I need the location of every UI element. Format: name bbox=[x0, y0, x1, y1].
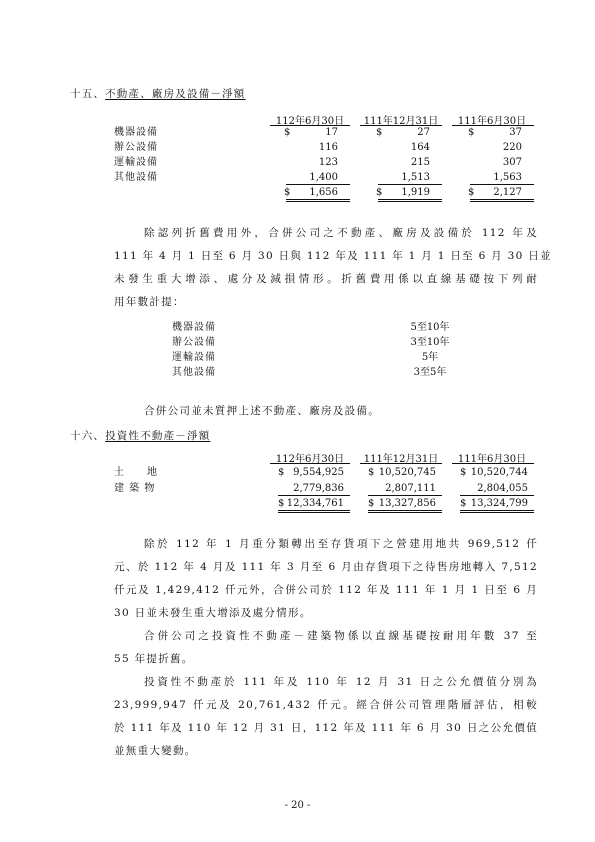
ip-subtotal-line-2 bbox=[368, 495, 442, 496]
ip-value: 2,804,055 bbox=[477, 483, 528, 494]
ip-header-underline-1 bbox=[270, 463, 350, 464]
ip-col-header-1: 112年6月30日 bbox=[275, 454, 345, 465]
paragraph-line: 於 111 年及 110 年 12 月 31 日，112 年及 111 年 6 月 30 日之公允價值 bbox=[114, 722, 538, 734]
ppe-row-label: 機器設備 bbox=[114, 127, 158, 138]
ip-value: 9,554,925 bbox=[293, 467, 344, 478]
useful-life-years: 3至10年 bbox=[410, 337, 450, 348]
paragraph-line: 元、於 112 年 4 月及 111 年 3 月至 6 月由存貨項下之待售房地轉入 7,512 bbox=[114, 561, 538, 573]
ip-total-double-line-3 bbox=[460, 510, 534, 513]
paragraph-line: 投資性不動產於 111 年及 110 年 12 月 31 日之公允價值分別為 bbox=[144, 676, 538, 688]
ip-value: 10,520,745 bbox=[378, 467, 436, 478]
currency-symbol: $ bbox=[468, 187, 475, 198]
currency-symbol: $ bbox=[278, 498, 285, 509]
currency-symbol: $ bbox=[368, 498, 375, 509]
ip-header-underline-3 bbox=[452, 463, 534, 464]
ip-paragraph-1 bbox=[114, 533, 538, 625]
pledge-note: 合併公司並未質押上述不動產、廠房及設備。 bbox=[144, 405, 380, 417]
paragraph-line: 除認列折舊費用外，合併公司之不動產、廠房及設備於 112 年及 bbox=[144, 227, 538, 239]
currency-symbol: $ bbox=[460, 467, 467, 478]
useful-life-item: 運輸設備 bbox=[172, 352, 216, 363]
currency-symbol: $ bbox=[468, 127, 475, 138]
currency-symbol: $ bbox=[376, 127, 383, 138]
paragraph-line: 用年數計提： bbox=[114, 296, 185, 308]
ppe-value: 1,563 bbox=[493, 172, 522, 183]
currency-symbol: $ bbox=[278, 467, 285, 478]
ip-col-header-2: 111年12月31日 bbox=[363, 454, 439, 465]
ip-total-value: 13,324,799 bbox=[470, 498, 528, 509]
ppe-value: 164 bbox=[410, 142, 430, 153]
ppe-value: 215 bbox=[410, 157, 430, 168]
paragraph-line: 除於 112 年 1 月重分類轉出至存貨項下之營建用地共 969,512 仟 bbox=[144, 538, 538, 550]
section-16-number: 十六、 bbox=[70, 430, 106, 442]
ip-total-value: 13,327,856 bbox=[378, 498, 436, 509]
paragraph-line: 55 年提折舊。 bbox=[114, 653, 194, 665]
ip-subtotal-line-3 bbox=[460, 495, 534, 496]
ppe-total-value: 1,919 bbox=[401, 187, 430, 198]
ip-row-buildings bbox=[0, 482, 595, 496]
ip-header-underline-2 bbox=[360, 463, 442, 464]
paragraph-line: 仟元及 1,429,412 仟元外，合併公司於 112 年及 111 年 1 月 1 日至 6 月 bbox=[114, 584, 538, 596]
ip-paragraph-3 bbox=[114, 671, 538, 763]
ip-value: 10,520,744 bbox=[470, 467, 528, 478]
useful-life-years: 3至5年 bbox=[413, 367, 447, 378]
currency-symbol: $ bbox=[284, 187, 291, 198]
ip-col-header-3: 111年6月30日 bbox=[457, 454, 527, 465]
ip-total-value: 12,334,761 bbox=[286, 498, 344, 509]
paragraph-line: 30 日並未發生重大增添及處分情形。 bbox=[114, 607, 312, 619]
ip-row-label: 建 築 物 bbox=[114, 483, 156, 494]
ppe-value: 220 bbox=[502, 142, 522, 153]
ip-row-land bbox=[0, 466, 595, 480]
ip-total-double-line-2 bbox=[368, 510, 442, 513]
page-number: - 20 - bbox=[284, 800, 311, 811]
ppe-row-label: 其他設備 bbox=[114, 172, 158, 183]
ppe-value: 116 bbox=[318, 142, 338, 153]
ppe-total-value: 1,656 bbox=[309, 187, 338, 198]
ppe-col-header-2: 111年12月31日 bbox=[363, 116, 439, 127]
currency-symbol: $ bbox=[460, 498, 467, 509]
currency-symbol: $ bbox=[284, 127, 291, 138]
paragraph-line: 23,999,947 仟元及 20,761,432 仟元。經合併公司管理階層評估，相較 bbox=[114, 699, 538, 711]
useful-life-item: 機器設備 bbox=[172, 322, 216, 333]
ppe-total-value: 2,127 bbox=[493, 187, 522, 198]
ip-value: 2,779,836 bbox=[293, 483, 344, 494]
ip-total-double-line-1 bbox=[278, 510, 350, 513]
useful-life-item: 其他設備 bbox=[172, 367, 216, 378]
ppe-col-header-1: 112年6月30日 bbox=[275, 116, 345, 127]
ip-value: 2,807,111 bbox=[385, 483, 436, 494]
ppe-value: 1,513 bbox=[401, 172, 430, 183]
useful-life-years: 5至10年 bbox=[410, 322, 450, 333]
ppe-value: 17 bbox=[325, 127, 338, 138]
paragraph-line: 未發生重大增添、處分及減損情形。折舊費用係以直線基礎按下列耐 bbox=[114, 273, 538, 285]
ppe-value: 123 bbox=[318, 157, 338, 168]
useful-life-item: 辦公設備 bbox=[172, 337, 216, 348]
section-15-title: 不動產、廠房及設備－淨額 bbox=[105, 88, 246, 100]
ppe-row-label: 辦公設備 bbox=[114, 142, 158, 153]
ppe-value: 307 bbox=[502, 157, 522, 168]
ppe-value: 1,400 bbox=[309, 172, 338, 183]
ppe-row-label: 運輸設備 bbox=[114, 157, 158, 168]
paragraph-line: 合併公司之投資性不動產－建築物係以直線基礎按耐用年數 37 至 bbox=[144, 630, 538, 642]
useful-life-years: 5年 bbox=[421, 352, 439, 363]
ip-subtotal-line-1 bbox=[278, 495, 350, 496]
paragraph-line: 並無重大變動。 bbox=[114, 745, 197, 757]
ip-row-label: 土 地 bbox=[114, 467, 158, 478]
ip-paragraph-2 bbox=[114, 625, 538, 671]
ppe-value: 37 bbox=[509, 127, 522, 138]
currency-symbol: $ bbox=[376, 187, 383, 198]
section-16-title: 投資性不動產－淨額 bbox=[105, 430, 211, 442]
ppe-col-header-3: 111年6月30日 bbox=[457, 116, 527, 127]
currency-symbol: $ bbox=[368, 467, 375, 478]
ppe-value: 27 bbox=[417, 127, 430, 138]
section-15-number: 十五、 bbox=[70, 88, 106, 100]
paragraph-line: 111 年 4 月 1 日至 6 月 30 日與 112 年及 111 年 1 月 1 日至 6 月 30 日並 bbox=[114, 250, 552, 262]
ip-row-total bbox=[0, 497, 595, 511]
